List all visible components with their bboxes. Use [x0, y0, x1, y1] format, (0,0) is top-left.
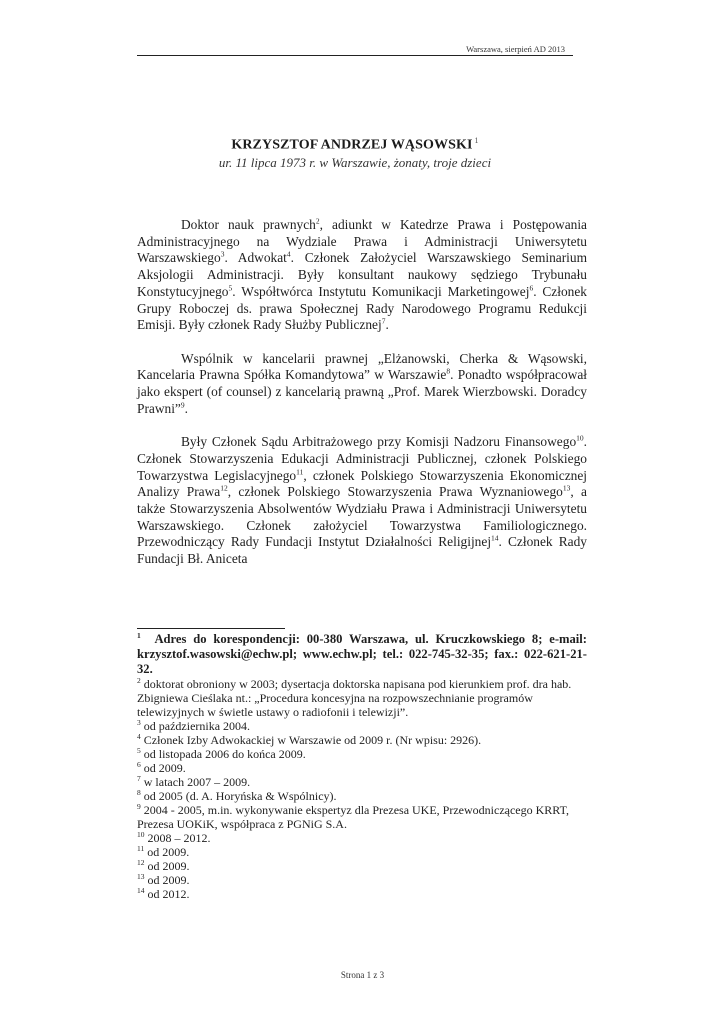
footnote [137, 775, 587, 789]
footnote-text: od października 2004. [140, 719, 251, 733]
paragraph-text: . Członek Grupy Roboczej ds. prawa Społecznej Rady Narodowego Programu Redukcji Emisji. Były członek Rady Służby Publicznej [137, 283, 587, 333]
paragraph-text: . [184, 400, 188, 416]
footnote-number: 11 [137, 844, 145, 853]
paragraph-text: . [385, 317, 389, 333]
footnote-number: 6 [137, 760, 141, 769]
footnote-number: 14 [137, 886, 145, 895]
footnote-number: 8 [137, 788, 141, 797]
paragraph-text: , członek Polskiego Stowarzyszenia Prawa Wyznaniowego [227, 484, 563, 500]
body-paragraph [137, 351, 587, 418]
footnote-ref: 2 [315, 216, 320, 226]
footnote [137, 859, 587, 873]
paragraph-text: Były Członek Sądu Arbitrażowego przy Komisji Nadzoru Finansowego [181, 434, 577, 450]
footnote [137, 789, 587, 803]
paragraph-text: . Współtwórca Instytutu Komunikacji Marketingowej [232, 283, 530, 299]
footnote-text: Adres do korespondencji: 00-380 Warszawa, ul. Kruczkowskiego 8; e-mail: krzysztof.wasowski@echw.pl; www.echw.pl; tel.: 022-745-32-35; fax.: 022-621-21-32. [137, 632, 587, 676]
footnote-ref: 4 [286, 249, 291, 259]
body-paragraph [137, 434, 587, 568]
footnote-ref: 1 [474, 136, 479, 145]
paragraph-text: . Członek Stowarzyszenia Edukacji Administracji Publicznej, członek Polskiego Towarzystwa Legislacyjnego [137, 434, 587, 483]
footnote-ref: 6 [529, 283, 534, 293]
paragraph-text: . Adwokat [224, 250, 287, 266]
body-paragraph [137, 217, 587, 334]
footnote-number: 10 [137, 830, 145, 839]
paragraph-text: , a także Stowarzyszenia Absolwentów Wydziału Prawa i Administracji Uniwersytetu Warszawskiego. Członek założyciel Towarzystwa Familiologicznego. Przewodniczący Rady Fundacji Instytut Działalności Religijnej [137, 484, 588, 550]
person-subtitle: ur. 11 lipca 1973 r. w Warszawie, żonaty, troje dzieci [218, 154, 492, 170]
footnote-number: 5 [137, 746, 141, 755]
person-name [137, 136, 573, 154]
body-text [137, 217, 587, 584]
footnote-text: od 2005 (d. A. Horyńska & Wspólnicy). [140, 789, 337, 803]
footnote [137, 831, 587, 845]
footnotes [137, 632, 587, 901]
footnote-text: 2004 - 2005, m.in. wykonywanie ekspertyz dla Prezesa UKE, Przewodniczącego KRRT, Prezesa UOKiK, współpraca z PGNiG S.A. [137, 803, 570, 831]
paragraph-text: Doktor nauk prawnych [181, 217, 316, 232]
footnote-number: 1 [137, 630, 141, 640]
page-header-text: Warszawa, sierpień AD 2013 [466, 44, 565, 54]
paragraph-text: , członek Polskiego Stowarzyszenia Ekonomicznej Analizy Prawa [137, 467, 587, 500]
footnote-number: 3 [137, 718, 141, 727]
footnote-number: 9 [137, 802, 141, 811]
footnote-ref: 14 [491, 533, 499, 543]
footnote-text: doktorat obroniony w 2003; dysertacja doktorska napisana pod kierunkiem prof. dra hab. Zbigniewa Cieślaka nt.: „Procedura koncesyjna na rozpowszechnianie programów telewizyjnych w świetle ustawy o radiofonii i telewizji”. [137, 677, 572, 719]
footnote [137, 873, 587, 887]
paragraph-text: . Ponadto współpracował jako ekspert (of counsel) z kancelarią prawną „Prof. Marek Wierzbowski. Doradcy Prawni” [137, 367, 587, 416]
footnote-text: od 2009. [140, 761, 186, 775]
footnote-ref: 13 [562, 483, 571, 493]
footnote [137, 677, 587, 719]
footnote [137, 887, 587, 901]
paragraph-text: , adiunkt w Katedrze Prawa i Postępowania Administracyjnego na Wydziale Prawa i Administracji Uniwersytetu Warszawskiego [137, 217, 587, 266]
footnote [137, 632, 587, 677]
footnote-ref: 8 [446, 366, 451, 376]
footnote-ref: 9 [180, 400, 185, 410]
person-name-text: KRZYSZTOF ANDRZEJ WĄSOWSKI [231, 137, 473, 153]
header-rule [137, 55, 573, 56]
footnote [137, 747, 587, 761]
footnote-ref: 7 [381, 316, 386, 326]
footnote-ref: 5 [228, 283, 233, 293]
footnote-ref: 3 [220, 249, 225, 259]
footnote-text: od 2009. [144, 873, 190, 887]
footnote-ref: 11 [296, 467, 304, 477]
footnote-ref: 12 [220, 483, 228, 493]
footnote-ref: 10 [576, 433, 584, 443]
footnote-number: 12 [137, 858, 145, 867]
footnote [137, 719, 587, 733]
paragraph-text: . Członek Założyciel Warszawskiego Seminarium Aksjologii Administracji. Były konsultant naukowy sędziego Trybunału Konstytucyjnego [137, 250, 588, 299]
paragraph-text: . Członek Rady Fundacji Bł. Aniceta [137, 534, 587, 567]
footnote-text: 2008 – 2012. [144, 831, 211, 845]
footnote-text: Członek Izby Adwokackiej w Warszawie od 2009 r. (Nr wpisu: 2926). [140, 733, 482, 747]
paragraph-text: Wspólnik w kancelarii prawnej „Elżanowski, Cherka & Wąsowski, Kancelaria Prawna Spółka Komandytowa” w Warszawie [137, 350, 587, 383]
footnote-separator [137, 628, 285, 629]
footnote-text: w latach 2007 – 2009. [140, 775, 251, 789]
footnote-number: 7 [137, 774, 141, 783]
footnote-text: od 2012. [144, 887, 190, 901]
footnote-number: 13 [137, 872, 145, 881]
footnote-text: od 2009. [144, 845, 190, 859]
footnote [137, 803, 587, 831]
page-number: Strona 1 z 3 [340, 970, 385, 980]
footnote-number: 4 [137, 732, 141, 741]
footnote [137, 733, 587, 747]
footnote [137, 761, 587, 775]
footnote-number: 2 [137, 676, 141, 685]
footnote-text: od 2009. [144, 859, 190, 873]
footnote [137, 845, 587, 859]
title-block [137, 136, 573, 171]
footnote-text: od listopada 2006 do końca 2009. [140, 747, 306, 761]
